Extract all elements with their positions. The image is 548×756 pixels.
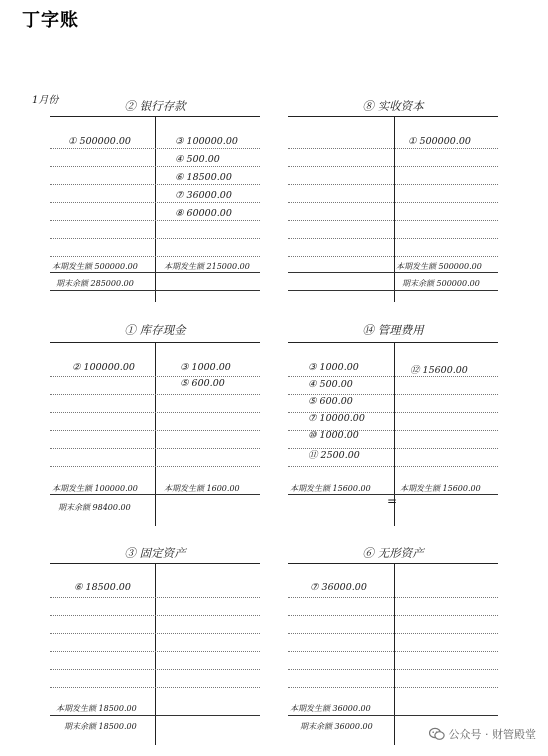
- account-title: ⑥ 无形资产: [362, 546, 424, 560]
- credit-entry: ① 500000.00: [408, 136, 471, 147]
- credit-entry: ⑦ 36000.00: [175, 190, 232, 201]
- debit-entry: ④ 500.00: [308, 379, 353, 390]
- debit-entry: ⑤ 600.00: [308, 396, 353, 407]
- credit-period-total: 本期发生额 15600.00: [400, 484, 481, 493]
- credit-period-total: 本期发生额 500000.00: [396, 262, 482, 271]
- credit-entry: ③ 100000.00: [175, 136, 238, 147]
- credit-period-total: 本期发生额 215000.00: [164, 262, 250, 271]
- ending-balance: 期末余额 98400.00: [58, 503, 131, 512]
- balance-mark: =: [387, 494, 398, 508]
- month-label: 1月份: [32, 95, 59, 106]
- debit-period-total: 本期发生额 500000.00: [52, 262, 138, 271]
- credit-entry: ④ 500.00: [175, 154, 220, 165]
- debit-entry: ② 100000.00: [72, 362, 135, 373]
- t-account-fixed-assets: [50, 545, 260, 745]
- debit-entry: ⑦ 10000.00: [308, 413, 365, 424]
- credit-entry: ③ 1000.00: [180, 362, 231, 373]
- credit-period-total: 本期发生额 1600.00: [164, 484, 240, 493]
- t-divider: [394, 563, 395, 745]
- ending-balance: 期末余额 36000.00: [300, 722, 373, 731]
- page-title: 丁字账: [22, 10, 79, 31]
- debit-entry: ③ 1000.00: [308, 362, 359, 373]
- debit-entry: ⑦ 36000.00: [310, 582, 367, 593]
- t-account-cash: [50, 322, 260, 527]
- t-account-admin-expense: [288, 322, 498, 527]
- debit-entry: ⑪ 2500.00: [308, 450, 360, 461]
- debit-period-total: 本期发生额 100000.00: [52, 484, 138, 493]
- watermark: [429, 726, 537, 742]
- t-account-capital: [288, 98, 498, 303]
- ending-balance: 期末余额 285000.00: [56, 279, 134, 288]
- t-divider: [155, 342, 156, 526]
- debit-period-total: 本期发生额 15600.00: [290, 484, 371, 493]
- credit-entry: ⑤ 600.00: [180, 378, 225, 389]
- t-account-bank: [50, 98, 260, 303]
- debit-period-total: 本期发生额 18500.00: [56, 704, 137, 713]
- credit-entry: ⑧ 60000.00: [175, 208, 232, 219]
- credit-entry: ⑥ 18500.00: [175, 172, 232, 183]
- debit-entry: ⑩ 1000.00: [308, 430, 359, 441]
- ending-balance: 期末余额 500000.00: [402, 279, 480, 288]
- account-title: ② 银行存款: [124, 99, 186, 113]
- t-divider: [394, 116, 395, 302]
- debit-entry: ⑥ 18500.00: [74, 582, 131, 593]
- account-title: ⑧ 实收资本: [362, 99, 424, 113]
- account-title: ⑭ 管理费用: [362, 323, 424, 337]
- debit-entry: ① 500000.00: [68, 136, 131, 147]
- watermark-text: 公众号 · 财管殿堂: [448, 728, 536, 741]
- t-divider: [155, 563, 156, 745]
- ending-balance: 期末余额 18500.00: [64, 722, 137, 731]
- account-title: ③ 固定资产: [124, 546, 186, 560]
- t-account-intangible: [288, 545, 498, 745]
- wechat-icon: [429, 727, 445, 741]
- credit-entry: ⑫ 15600.00: [410, 365, 468, 376]
- t-divider: [155, 116, 156, 302]
- account-title: ① 库存现金: [124, 323, 186, 337]
- debit-period-total: 本期发生额 36000.00: [290, 704, 371, 713]
